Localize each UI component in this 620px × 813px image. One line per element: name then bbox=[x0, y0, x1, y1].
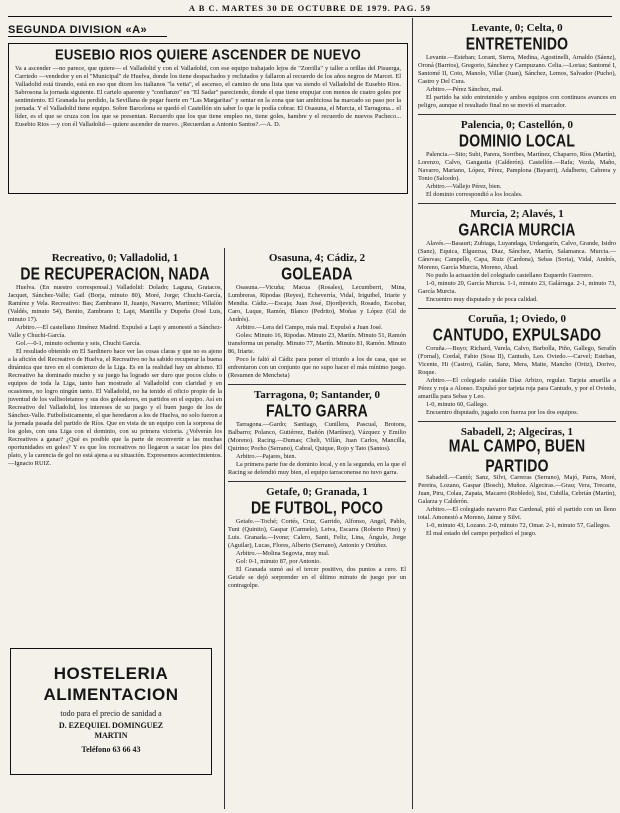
match-goal: Gol: 0-1, minuto 87, por Antonio. bbox=[236, 558, 322, 565]
match-report: El partido ha sido entretenido y ambos equipos con continuos avances en peligro, aunque el resultado final no se movió el marcador. bbox=[418, 94, 616, 109]
match-lineups: Tarragona.—Gardo; Santiago, Cunillera, Pascual, Brotons, Balbarro; Polanco, Gutiérrez, Bañón (Martínez), Vázquez y Emilio (Moreno). Racing.—Dumas; Cheli, Villán, Juan Carlos, Mancilla, Quirino; Pocho (Serrano), Cabral, Quique, Rojo y Tato (Santos). bbox=[228, 421, 406, 452]
match-headline: GOLEADA bbox=[281, 263, 353, 283]
match-score: Levante, 0; Celta, 0 bbox=[471, 22, 563, 34]
column-divider bbox=[412, 18, 413, 809]
match-column-2 bbox=[228, 248, 406, 813]
match-lineups: Osasuna.—Vicuña; Macua (Rosales), Lecumberri, Mina, Lumbreras, Ripodas (Reyes), Echeverría, Vidal, Iriguibel, Iriarte y Mendia. Cádiz.—Escaja; Juan José, Djordjevich, Rosado, Escobar, Caro, Luque, Ramón, Blanco (Pedrito), Moñas y López (Gil de Andrés). bbox=[228, 284, 406, 323]
match-score: Recreativo, 0; Valladolid, 1 bbox=[51, 252, 179, 264]
match-goal: Gol.—0-1, minuto ochenta y seis, Chuchi García. bbox=[16, 340, 141, 347]
ad-name-2: MARTIN bbox=[94, 731, 128, 740]
ad-headline-2: ALIMENTACION bbox=[43, 685, 179, 704]
match-goals: 1-0, minuto 20, García Murcia. 1-1, minuto 23, Galárraga. 2-1, minuto 73, García Murcia. bbox=[418, 280, 616, 295]
match-report: Poco le faltó al Cádiz para poner el triunfo a los de casa, que se enfrentaron con un conjunto que no supo hacer el más mínimo juego. (Resumen de Mencheta) bbox=[228, 356, 406, 379]
match-headline: DOMINIO LOCAL bbox=[458, 130, 576, 150]
divider bbox=[228, 384, 406, 385]
match-lineups: Levante.—Esteban; Lorant, Sierra, Medina, Agostinelli, Arnaldo (Sáenz), Oroná (Barrios), Gregorio, Sánchez y Campuzano. Celta.—Lorias; Santomé I, Santomé II, Coto, Manolo, Villar (Juan), Sánchez, Lemos, Salvador (Pucho), Castro y Del Cura. bbox=[418, 54, 616, 85]
commentary-title: EUSEBIO RIOS QUIERE ASCENDER DE NUEVO bbox=[54, 45, 362, 64]
match-lineups: Getafe.—Toché; Cortés, Cruz, Garrido, Alfonso, Angel, Pablo, Tuni (Quinito), Gaspar (Carmelo), Leiva, Escarra (Roberto Pino) y Luis. Granada.—Ivone; Calero, Santi, Feliz, Lina, Ángulo, Jorge (Aguilar), Lucas, Flores, Alberto (Serrano), Antonio y Ortúñez. bbox=[228, 518, 406, 549]
match-goal: 1-0, minuto 60, Gallego. bbox=[426, 401, 488, 408]
match-headline: DE FUTBOL, POCO bbox=[250, 497, 384, 517]
divider bbox=[418, 421, 616, 422]
match-referee: No pudo la actuación del colegiado castellano Esquerdo Guerrero. bbox=[426, 272, 593, 279]
match-goals: 1-0, minuto 43, Lozano. 2-0, minuto 72, Omar. 2-1, minuto 57, Gallegos. bbox=[426, 522, 611, 529]
match-report: Encuentro muy disputado y de poca calidad. bbox=[426, 296, 538, 303]
match-headline: MAL CAMPO, BUEN PARTIDO bbox=[448, 435, 586, 475]
match-report: Encuentro disputado, jugado con fuerza por los dos equipos. bbox=[426, 409, 579, 416]
match-report: La primera parte fue de dominio local, y en la segunda, en la que el Racing se defendió muy bien, el equipo tarraconense no tuvo garra. bbox=[228, 461, 406, 476]
ad-headline-1: HOSTELERIA bbox=[53, 664, 169, 683]
match-score: Murcia, 2; Alavés, 1 bbox=[470, 208, 564, 220]
match-report: El resultado obtenido en El Sardinero hace ver las cosas claras y que no es ajeno a la afición del Recreativo de Huelva, el Recreativo no ha sabido recuperar la buena dinámica que tuvo en el comienzo de la Liga. Es en la realidad hay un abismo. El Recreativo ha dominado mucho y su juego ha logrado ser duro que pocos clubs o equipos de toda la Liga, tanto han mostrado al Valladolid con claridad y en ocasiones, no logro ningún tanto. El Valladolid, no ha tenido el oficio propio de la juventud de los vallisoletanos y sus dos goleadores, en partidos en el equipo. Así en Recreativo del Valladolid, los intereses de su juego y el buen juego de los de Sánchez-Valle. Futbolísticamente, el que heredaron a los de Huelva, no solo fueron a la jornada pasada del partido de Ríos. Que en vista de un equipo con la sorpresa de los goles, con una Liga con el dominio, con su primera victoria. ¿Volverán los Recreativos a ganar? ¿Qué es posible que la parte de reconvertir a las muchas oportunidades en goles? Y es que los recreativos no llegaron a sacar los pies del plato, y la carencia de gol no está ajena a su situación. Expresemos acontecimientos.—Ignacio RUIZ. bbox=[8, 348, 222, 467]
ad-phone: Teléfono 63 66 43 bbox=[81, 745, 141, 754]
match-headline: CANTUDO, EXPULSADO bbox=[432, 324, 602, 344]
match-report: El dominio correspondió a los locales. bbox=[426, 191, 523, 198]
match-lineups: Alavés.—Basauri; Zubiaga, Luyandaga, Urdangarín, Calvo, Grande, Isidro (Sanz), Equica, Elguezua, Diaz, Sánchez, Martín, Salamanca. Murcia.—Cánovas; Campello, Capa, Ruiz (Cardona), Sebas (Soria), Vidal, Andrés, Moreno, García Murcia, Moreno, Abad. bbox=[418, 240, 616, 271]
match-headline: ENTRETENIDO bbox=[465, 33, 569, 53]
match-score: Osasuna, 4; Cádiz, 2 bbox=[268, 252, 366, 264]
match-lineups: Coruña.—Buyo; Richard, Varela, Calvo, Barbolla, Piño, Gallego, Serafín (Fornal), Cordal, Fabio (Sosa II), Cantudo, Leo. Oviedo.—Carvel; Esteban, Vicente, Hi (Castro), Galán, Sanz, Mera, Maite, Mancho (Ortiz), Dorivo, Roque. bbox=[418, 345, 616, 376]
header-rule bbox=[8, 16, 612, 17]
divider bbox=[418, 308, 616, 309]
match-lineups: Palencia.—Sito; Subi, Parera, Sorribes, Martínez, Chaparro, Ríos (Martín), Lorenzo, Calvo, Gangastia (Calderón). Castellón.—Rafa; Vezda, Maño, Navarro, Mariano, López, Pérez, Pamplona (Bayarri), Adalberto, Cabrera y Tonio (Salcedo). bbox=[418, 151, 616, 182]
match-headline: GARCIA MURCIA bbox=[458, 219, 576, 239]
match-referee: Arbitro.—Pérez Sánchez, mal. bbox=[426, 86, 504, 93]
match-score: Coruña, 1; Oviedo, 0 bbox=[467, 313, 567, 325]
match-referee: Arbitro.—El colegiado navarro Paz Cardenal, pitó el partido con un lleno total. Amonestó a Moreno, Jaime y Silvi. bbox=[418, 506, 616, 521]
divider bbox=[228, 481, 406, 482]
match-report: El mal estado del campo perjudicó el juego. bbox=[426, 530, 537, 537]
page-header: A B C. MARTES 30 DE OCTUBRE DE 1979. PAG. 59 bbox=[188, 3, 432, 13]
match-report: El Granada sumó así el tercer positivo, dos puntos a cero. El Getafe se dejó sorprender en el último minuto de juego por un contragolpe. bbox=[228, 566, 406, 589]
match-lineups: Huelva. (En nuestro corresponsal.) Valladolid: Dolado; Laguna, Gratacos, Jacquet, Sánchez-Valle; Gail (Borja, minuto 80), Moré, Jorge; Chuchi-García, Ramírez y Vela. Recreativo: Bas; Zambrano II, Juanjo, Navarro, Martínez; Villalón (Valdés, minuto 54), Benito, Zambrano I; Lapi, Mantilla y Dupeña (José Luis, minuto 17). bbox=[8, 284, 222, 323]
match-score: Sabadell, 2; Algeciras, 1 bbox=[460, 426, 574, 438]
match-goals: Goles: Minuto 16, Ripodas. Minuto 23, Martín. Minuto 51, Ramón transforma un penalty. Minuto 77, Martín. Minuto 81, Ramón. Minuto 86, Iriarte. bbox=[228, 332, 406, 355]
commentary-box bbox=[8, 43, 408, 194]
advertisement bbox=[10, 648, 212, 775]
match-referee: Arbitro.—Molina Segovia, muy mal. bbox=[236, 550, 330, 557]
match-score: Palencia, 0; Castellón, 0 bbox=[460, 119, 574, 131]
match-referee: Arbitro.—El colegiado catalán Díaz Arbizo, regular. Tarjeta amarilla a Pérez y roja a Alonso. Expulsó por tarjeta roja para Cantudo, y por el Oviedo, amarilla para Sebas y Leo. bbox=[418, 377, 616, 400]
match-referee: Arbitro.—Vallejo Pérez, bien. bbox=[426, 183, 502, 190]
section-title: SEGUNDA DIVISION «A» bbox=[8, 24, 167, 37]
match-referee: Arbitro.—Lera del Campo, más mal. Expulsó a Juan José. bbox=[236, 324, 383, 331]
match-lineups: Sabadell.—Cantó; Sanz, Silvi, Carreras (Serrano), Majó, Parra, Moré, Pereira, Lozano, Gaspar (Bosch), Muñoz. Algeciras.—Grau; Vera, Trecarte, Juan, Piru, Colau, Zapata, Macarro (Robledo), Sisi, Cubilla, Cebrián (Martín), Galarza y Calderón. bbox=[418, 474, 616, 505]
ad-name: D. EZEQUIEL DOMINGUEZ bbox=[58, 721, 164, 730]
match-score: Getafe, 0; Granada, 1 bbox=[266, 486, 368, 498]
right-column bbox=[418, 18, 616, 813]
match-headline: FALTO GARRA bbox=[265, 400, 368, 420]
match-score: Tarragona, 0; Santander, 0 bbox=[253, 389, 380, 401]
commentary-text: Va a ascender —no parece, que quiere— el Valladolid y con el Valladolid, con ese equipo trabajado lejos de "Zorrilla" y taller a orillas del Pisuerga, Carriedo —vendedor y en el "Municipal" de Huelva, donde los tiene despachados y reclutados y fallaron al recuerdo de los años negros de Marcet. El Valladolid está tirando, está en eso que dicen los italianos "la vetta", el ascenso, el camino de una lista que va siendo el Valladolid de Eusebio Rios. Sabrosona la jornada siguiente. El cartelo aparente y "confianzo" en "El Sadar" pareciendo, donde el que tiene empujar con menos de cuatro goles por sentimiento. El Granada ha perdido, la Sevillana de pegar fuerte en "Las Margaritas" y sentar en la zona que tan ambiciosa ha marcado su paso por la jornada. Y el Valladolid tiene equipo. Sobre Barcelona se quedó el Castellón sin saber lo que le podía cobrar. El Osasuna, el Murcia, el Tarragona... el líder, es el que se cruza con los que se presentan. Recuerdo que los que tiene empleo no, tiene goles, hambre y el recuerdo de nuevos Pacheco... Eusebio Rios —y con él Valladolid— quiere ascender de nuevo. ¡Recuerdan a Antonio Santos?.—A. D. bbox=[15, 65, 401, 128]
match-referee: Arbitro.—Pajares, bien. bbox=[236, 453, 297, 460]
match-headline: DE RECUPERACION, NADA bbox=[20, 263, 210, 283]
divider bbox=[418, 203, 616, 204]
ad-subline: todo para el precio de sanidad a bbox=[60, 709, 162, 718]
divider bbox=[418, 114, 616, 115]
match-referee: Arbitro.—El castellano Jiménez Madrid. Expulsó a Lapi y amonestó a Sánchez-Valle y Chuchi-García. bbox=[8, 324, 222, 339]
